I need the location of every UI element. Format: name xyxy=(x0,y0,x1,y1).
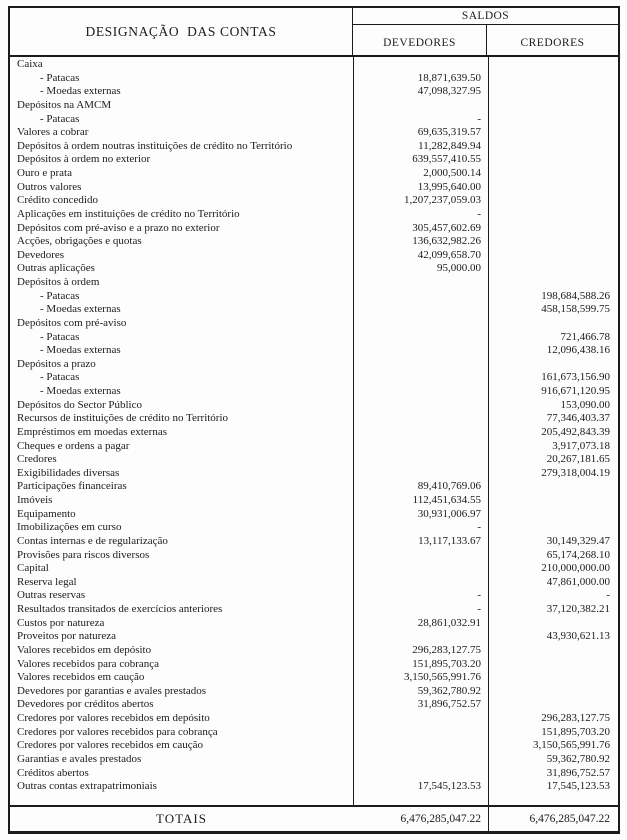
credores-value xyxy=(488,113,618,127)
credores-value xyxy=(488,358,618,372)
devedores-value xyxy=(354,331,488,345)
column-header-saldos: SALDOS xyxy=(353,8,618,25)
devedores-value xyxy=(354,440,488,454)
account-label: Valores recebidos em depósito xyxy=(17,643,152,656)
table-row xyxy=(10,331,618,345)
credores-value: 3,150,565,991.76 xyxy=(533,739,610,752)
table-row xyxy=(10,426,618,440)
table-row xyxy=(10,399,618,413)
totals-row xyxy=(10,805,618,831)
account-label: Valores recebidos em caução xyxy=(17,671,145,684)
table-row xyxy=(10,535,618,549)
balance-table xyxy=(8,6,620,834)
credores-value: 37,120,382.21 xyxy=(546,603,610,615)
devedores-value: 28,861,032.91 xyxy=(417,616,481,629)
account-label: Outras aplicações xyxy=(17,262,95,275)
account-label: Outras reservas xyxy=(17,589,86,602)
credores-value: 296,283,127.75 xyxy=(541,712,610,724)
account-label: - Moedas externas xyxy=(40,385,121,397)
table-row xyxy=(10,698,618,712)
devedores-value xyxy=(354,290,488,304)
credores-value xyxy=(488,194,618,208)
devedores-value: 31,896,752.57 xyxy=(417,698,481,711)
account-label: Devedores xyxy=(17,248,65,261)
table-row xyxy=(10,508,618,522)
table-row xyxy=(10,72,618,86)
credores-value xyxy=(488,222,618,236)
credores-value xyxy=(488,494,618,508)
table-row xyxy=(10,767,618,781)
totals-devedores-value: 6,476,285,047.22 xyxy=(400,813,481,825)
credores-value xyxy=(488,249,618,263)
account-label: Outras contas extrapatrimoniais xyxy=(17,780,157,793)
table-row xyxy=(10,85,618,99)
table-row xyxy=(10,126,618,140)
table-row xyxy=(10,480,618,494)
table-row xyxy=(10,753,618,767)
table-row xyxy=(10,412,618,426)
table-row xyxy=(10,262,618,276)
credores-value xyxy=(488,698,618,712)
table-row xyxy=(10,222,618,236)
table-row xyxy=(10,344,618,358)
devedores-value xyxy=(354,276,488,290)
credores-value: 210,000,000.00 xyxy=(541,562,610,575)
account-label: - Patacas xyxy=(40,289,80,302)
credores-value: 59,362,780.92 xyxy=(546,752,610,765)
credores-value: 205,492,843.39 xyxy=(541,425,610,438)
table-row xyxy=(10,739,618,753)
devedores-value: 59,362,780.92 xyxy=(417,684,481,697)
devedores-value: 95,000.00 xyxy=(437,262,481,275)
devedores-value xyxy=(354,412,488,426)
credores-value xyxy=(488,644,618,658)
devedores-value: 3,150,565,991.76 xyxy=(404,671,481,684)
saldos-header-group xyxy=(353,8,618,55)
devedores-value xyxy=(354,399,488,413)
table-header xyxy=(10,8,618,57)
column-header-credores: CREDORES xyxy=(520,37,585,49)
table-row xyxy=(10,303,618,317)
devedores-value xyxy=(354,385,488,399)
devedores-value xyxy=(354,576,488,590)
account-label: - Patacas xyxy=(40,112,80,125)
credores-value xyxy=(488,671,618,685)
table-row xyxy=(10,453,618,467)
devedores-value: 305,457,602.69 xyxy=(412,221,481,234)
column-divider-right xyxy=(488,57,489,805)
credores-value: 279,318,004.19 xyxy=(541,466,610,479)
account-label: Depósitos à ordem xyxy=(17,276,100,288)
account-label: - Moedas externas xyxy=(40,303,121,316)
credores-value xyxy=(488,167,618,181)
credores-value: 3,917,073.18 xyxy=(552,439,610,452)
table-row xyxy=(10,235,618,249)
table-row xyxy=(10,440,618,454)
devedores-value xyxy=(354,58,488,72)
credores-value xyxy=(488,58,618,72)
account-label: Valores recebidos para cobrança xyxy=(17,657,160,670)
table-row xyxy=(10,671,618,685)
devedores-value xyxy=(354,371,488,385)
credores-value: 721,466.78 xyxy=(560,330,610,343)
credores-value: - xyxy=(606,589,610,602)
credores-value: 65,174,268.10 xyxy=(546,548,610,561)
devedores-value: - xyxy=(477,112,481,125)
devedores-value xyxy=(354,426,488,440)
devedores-value xyxy=(354,358,488,372)
table-row xyxy=(10,712,618,726)
account-label: Depósitos com pré-aviso xyxy=(17,316,127,329)
credores-value: 153,090.00 xyxy=(560,398,610,411)
credores-value: 12,096,438.16 xyxy=(546,344,610,357)
table-row xyxy=(10,167,618,181)
table-row xyxy=(10,589,618,603)
devedores-value xyxy=(354,467,488,481)
devedores-value xyxy=(354,549,488,563)
account-label: Caixa xyxy=(17,58,43,70)
devedores-value xyxy=(354,344,488,358)
table-row xyxy=(10,576,618,590)
account-label: - Patacas xyxy=(40,71,80,84)
account-label: Depósitos à ordem noutras instituições de crédito no Território xyxy=(17,139,293,152)
column-header-devedores: DEVEDORES xyxy=(353,25,487,55)
account-label: Imobilizações em curso xyxy=(17,521,122,534)
accounts-body xyxy=(10,57,618,805)
table-row xyxy=(10,290,618,304)
credores-value xyxy=(488,685,618,699)
account-label: - Patacas xyxy=(40,330,80,343)
devedores-value xyxy=(354,767,488,781)
table-row xyxy=(10,562,618,576)
account-label: Imóveis xyxy=(17,494,53,506)
table-row xyxy=(10,603,618,617)
devedores-value xyxy=(354,739,488,753)
devedores-value: - xyxy=(477,603,481,615)
devedores-value: 1,207,237,059.03 xyxy=(404,194,481,207)
account-label: Capital xyxy=(17,562,49,575)
credores-value xyxy=(488,140,618,154)
devedores-value xyxy=(354,630,488,644)
column-header-designacao-das-contas: DESIGNAÇÃO DAS CONTAS xyxy=(10,8,353,55)
account-label: - Patacas xyxy=(40,371,80,384)
devedores-value: 296,283,127.75 xyxy=(412,643,481,656)
account-label: Depósitos do Sector Público xyxy=(17,398,142,411)
devedores-value: 112,451,634.55 xyxy=(412,494,481,506)
devedores-value: 42,099,658.70 xyxy=(417,248,481,261)
devedores-value: - xyxy=(477,589,481,602)
credores-value xyxy=(488,276,618,290)
credores-value: 458,158,599.75 xyxy=(541,303,610,316)
credores-value xyxy=(488,617,618,631)
table-row xyxy=(10,208,618,222)
devedores-value xyxy=(354,753,488,767)
credores-value: 30,149,329.47 xyxy=(546,534,610,547)
credores-value xyxy=(488,235,618,249)
table-row xyxy=(10,385,618,399)
credores-value xyxy=(488,317,618,331)
account-label: Depósitos a prazo xyxy=(17,357,96,370)
devedores-value: 136,632,982.26 xyxy=(412,235,481,248)
devedores-value: 13,995,640.00 xyxy=(417,180,481,193)
account-label: Depósitos com pré-aviso e a prazo no exterior xyxy=(17,221,220,234)
account-label: Cheques e ordens a pagar xyxy=(17,439,130,452)
devedores-value: 151,895,703.20 xyxy=(412,657,481,670)
credores-value xyxy=(488,262,618,276)
account-label: Contas internas e de regularização xyxy=(17,534,168,547)
table-row xyxy=(10,630,618,644)
table-row xyxy=(10,249,618,263)
account-label: Crédito concedido xyxy=(17,194,98,207)
table-row xyxy=(10,617,618,631)
account-label: Recursos de instituições de crédito no Território xyxy=(17,412,229,425)
account-label: Depósitos na AMCM xyxy=(17,98,112,111)
devedores-value: 2,000,500.14 xyxy=(423,167,481,179)
credores-value: 77,346,403.37 xyxy=(546,412,610,425)
devedores-value: 11,282,849.94 xyxy=(418,139,481,152)
devedores-value: - xyxy=(477,521,481,534)
table-row xyxy=(10,276,618,290)
account-label: Garantias e avales prestados xyxy=(17,752,142,765)
table-row xyxy=(10,194,618,208)
devedores-value: 639,557,410.55 xyxy=(412,153,481,166)
devedores-value: 30,931,006.97 xyxy=(417,507,481,520)
account-label: Provisões para riscos diversos xyxy=(17,548,150,561)
devedores-value xyxy=(354,726,488,740)
account-label: Credores por valores recebidos para cobrança xyxy=(17,725,218,738)
table-row xyxy=(10,181,618,195)
table-row xyxy=(10,726,618,740)
account-label: - Moedas externas xyxy=(40,344,121,357)
credores-value xyxy=(488,72,618,86)
table-row xyxy=(10,113,618,127)
account-label: Acções, obrigações e quotas xyxy=(17,235,142,248)
table-row xyxy=(10,58,618,72)
table-row xyxy=(10,494,618,508)
devedores-value: 69,635,319.57 xyxy=(417,126,481,139)
credores-value: 916,671,120.95 xyxy=(541,385,610,397)
devedores-value: 17,545,123.53 xyxy=(417,780,481,793)
account-label: Proveitos por natureza xyxy=(17,630,116,643)
account-label: Outros valores xyxy=(17,180,82,193)
credores-value: 198,684,588.26 xyxy=(541,289,610,302)
devedores-value xyxy=(354,562,488,576)
table-row xyxy=(10,99,618,113)
credores-value xyxy=(488,480,618,494)
account-label: Exigibilidades diversas xyxy=(17,466,120,479)
table-row xyxy=(10,140,618,154)
devedores-value: 89,410,769.06 xyxy=(417,480,481,493)
devedores-value: 13,117,133.67 xyxy=(418,534,481,547)
account-label: - Moedas externas xyxy=(40,85,121,98)
table-row xyxy=(10,658,618,672)
account-label: Aplicações em instituições de crédito no Território xyxy=(17,207,240,220)
credores-value xyxy=(488,508,618,522)
credores-value xyxy=(488,521,618,535)
credores-value xyxy=(488,208,618,222)
credores-value: 20,267,181.65 xyxy=(546,453,610,466)
account-label: Devedores por créditos abertos xyxy=(17,698,154,711)
table-row xyxy=(10,153,618,167)
credores-value xyxy=(488,181,618,195)
totals-label: TOTAIS xyxy=(156,811,207,826)
account-label: Créditos abertos xyxy=(17,766,89,779)
devedores-value xyxy=(354,317,488,331)
account-label: Custos por natureza xyxy=(17,616,105,629)
account-label: Participações financeiras xyxy=(17,480,127,493)
credores-value xyxy=(488,153,618,167)
credores-value xyxy=(488,99,618,113)
account-label: Devedores por garantias e avales prestados xyxy=(17,684,207,697)
totals-credores-value: 6,476,285,047.22 xyxy=(488,807,618,831)
devedores-value: 18,871,639.50 xyxy=(417,71,481,84)
table-row xyxy=(10,549,618,563)
devedores-value xyxy=(354,303,488,317)
devedores-value xyxy=(354,453,488,467)
credores-value xyxy=(488,126,618,140)
table-row xyxy=(10,644,618,658)
account-label: Resultados transitados de exercícios anteriores xyxy=(17,603,223,615)
table-row xyxy=(10,467,618,481)
credores-value xyxy=(488,85,618,99)
credores-value: 31,896,752.57 xyxy=(546,766,610,779)
table-row xyxy=(10,358,618,372)
table-row xyxy=(10,371,618,385)
saldos-subcolumns xyxy=(353,25,618,55)
account-label: Valores a cobrar xyxy=(17,126,89,139)
devedores-value: - xyxy=(477,207,481,220)
account-label: Credores xyxy=(17,453,57,466)
devedores-value xyxy=(354,712,488,726)
table-row xyxy=(10,317,618,331)
account-label: Reserva legal xyxy=(17,575,77,588)
credores-value: 161,673,156.90 xyxy=(541,371,610,384)
account-label: Depósitos à ordem no exterior xyxy=(17,153,151,166)
table-row xyxy=(10,685,618,699)
devedores-value: 47,098,327.95 xyxy=(417,85,481,98)
account-label: Credores por valores recebidos em caução xyxy=(17,739,204,752)
table-row xyxy=(10,521,618,535)
credores-value: 43,930,621.13 xyxy=(546,630,610,643)
credores-value xyxy=(488,658,618,672)
table-row xyxy=(10,780,618,794)
credores-value: 47,861,000.00 xyxy=(546,575,610,588)
devedores-value xyxy=(354,99,488,113)
account-label: Empréstimos em moedas externas xyxy=(17,425,167,438)
account-label: Equipamento xyxy=(17,507,76,520)
account-label: Ouro e prata xyxy=(17,167,72,179)
credores-value: 17,545,123.53 xyxy=(546,780,610,793)
account-label: Credores por valores recebidos em depósito xyxy=(17,712,210,724)
column-divider-left xyxy=(353,57,354,805)
credores-value: 151,895,703.20 xyxy=(541,725,610,738)
